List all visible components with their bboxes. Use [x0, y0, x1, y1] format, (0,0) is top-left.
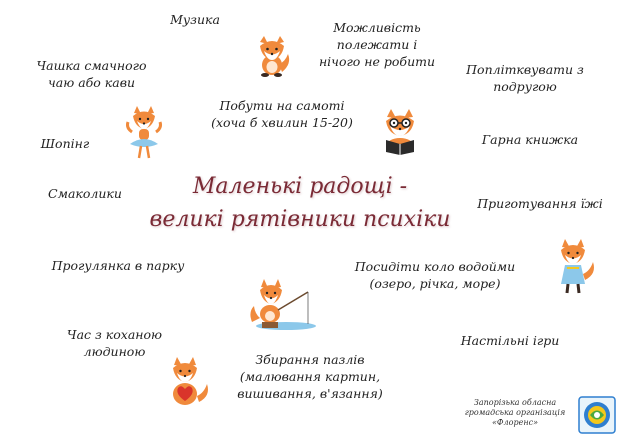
item-good-book: Гарна книжка	[481, 132, 579, 147]
florence-logo-icon	[578, 396, 616, 434]
title-line-2: великі рятівники психіки	[149, 207, 451, 232]
item-be-alone: Побути на самоті (хоча б хвилин 15-20)	[211, 98, 353, 130]
item-puzzles: Збирання пазлів (малювання картин, вишивання, в'язання)	[237, 352, 383, 401]
fox-dress-icon	[553, 238, 597, 296]
fox-heart-icon	[165, 356, 211, 408]
item-lie-down: Можливість полежати і нічого не робити	[318, 20, 436, 69]
item-by-water: Посидіти коло водойми (озеро, річка, море)	[354, 259, 516, 291]
item-treats: Смаколики	[48, 186, 122, 201]
item-shopping: Шопінг	[40, 136, 90, 151]
item-music: Музика	[170, 12, 220, 27]
item-time-with-loved-one: Час з коханою людиною	[66, 327, 163, 359]
item-board-games: Настільні ігри	[460, 333, 560, 348]
item-gossip: Поплітквувати з подругою	[466, 62, 584, 94]
fox-reading-icon	[378, 108, 424, 156]
item-cooking: Приготування їжі	[477, 196, 603, 211]
page-title	[120, 170, 480, 236]
organization-name: Запорізька обласна громадська організація «Флоренс»	[464, 398, 566, 427]
item-cup-of-tea: Чашка смачного чаю або кави	[36, 58, 147, 90]
fox-ballerina-icon	[124, 104, 166, 162]
item-park-walk: Прогулянка в парку	[51, 258, 185, 273]
fox-sitting-icon	[252, 34, 294, 78]
fox-fishing-icon	[246, 278, 318, 332]
title-line-1: Маленькі радощі -	[192, 174, 408, 199]
